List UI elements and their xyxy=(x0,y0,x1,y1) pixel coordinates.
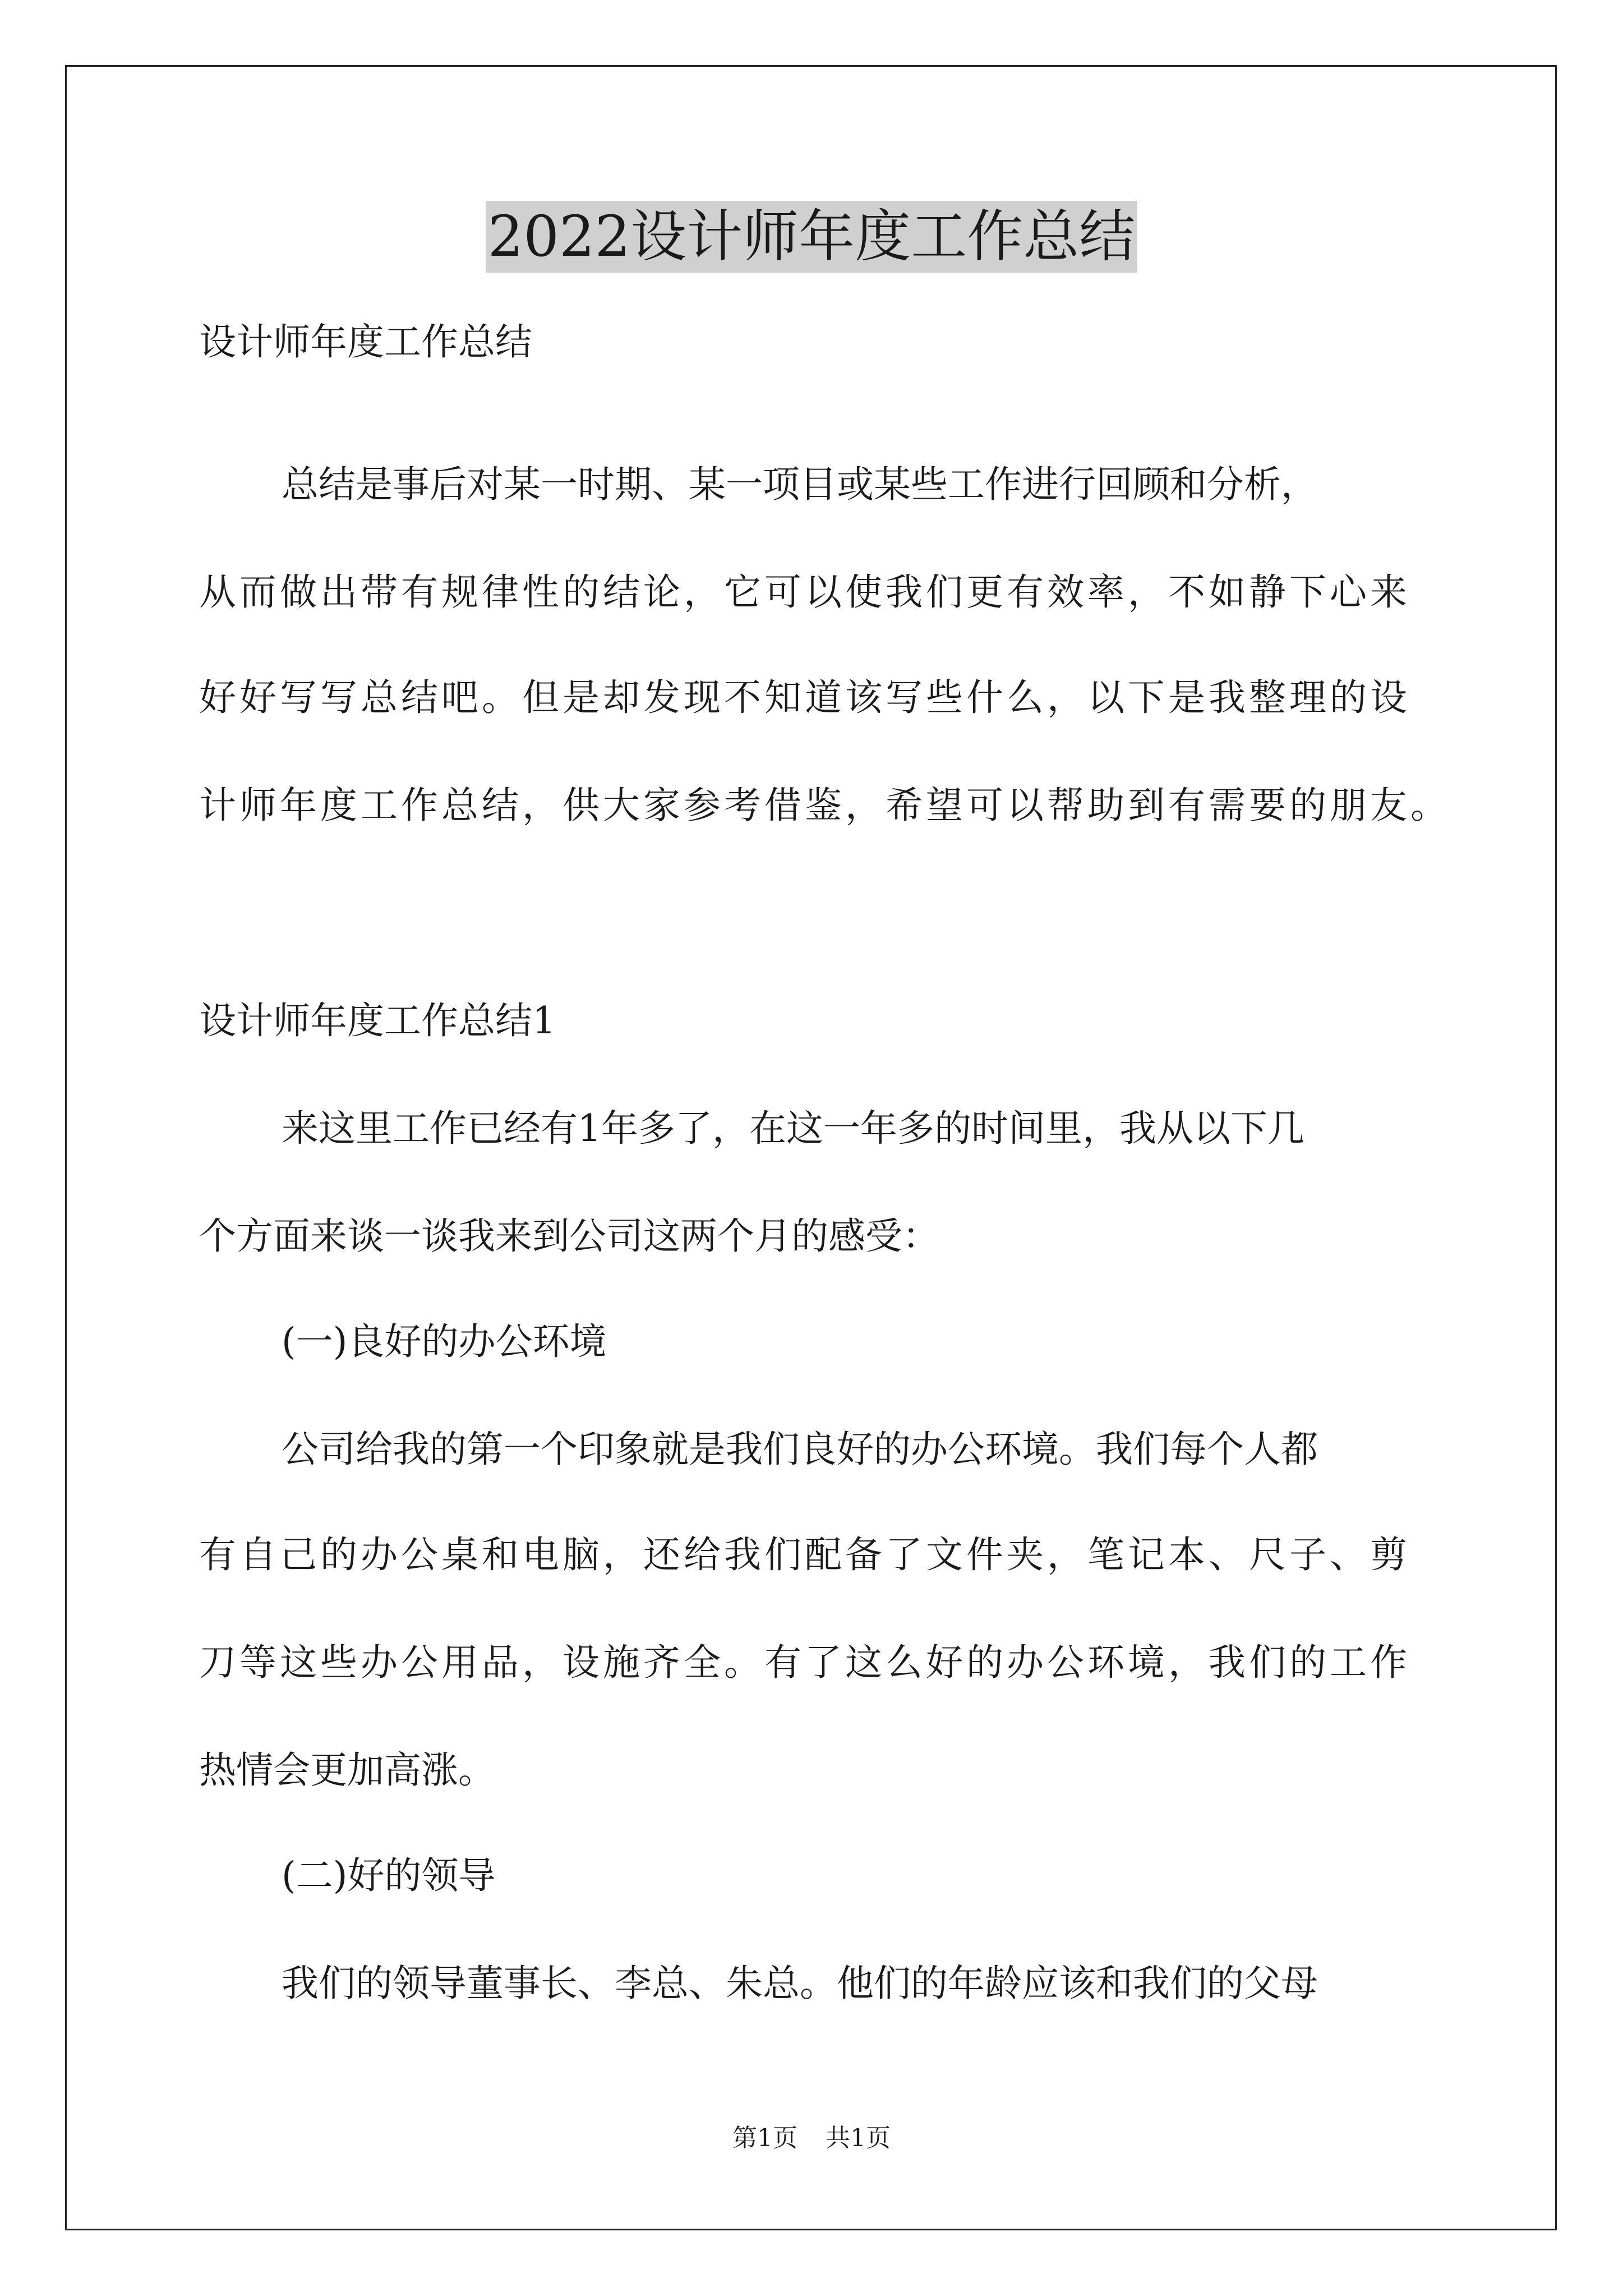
body-line-4: 有自己的办公桌和电脑，还给我们配备了文件夹，笔记本、尺子、剪 xyxy=(199,1533,1410,1576)
page-current: 第1页 xyxy=(732,2124,797,2152)
body-line-2: 个方面来谈一谈我来到公司这两个月的感受： xyxy=(199,1214,939,1258)
title-container xyxy=(0,201,1623,273)
intro-line-2: 从而做出带有规律性的结论，它可以使我们更有效率，不如静下心来 xyxy=(199,570,1410,614)
subheading-leaders: (二)好的领导 xyxy=(282,1854,496,1897)
page-total: 共1页 xyxy=(826,2124,891,2152)
document-title: 2022设计师年度工作总结 xyxy=(486,201,1138,273)
section-heading: 设计师年度工作总结1 xyxy=(199,999,556,1042)
body-line-7: 我们的领导董事长、李总、朱总。他们的年龄应该和我们的父母 xyxy=(282,1962,1318,2005)
body-line-1: 来这里工作已经有1年多了，在这一年多的时间里，我从以下几 xyxy=(282,1107,1304,1150)
page-footer xyxy=(0,2123,1623,2154)
subheading-office: (一)良好的办公环境 xyxy=(282,1320,607,1363)
body-line-6: 热情会更加高涨。 xyxy=(199,1749,495,1792)
body-line-3: 公司给我的第一个印象就是我们良好的办公环境。我们每个人都 xyxy=(282,1428,1318,1471)
body-line-5: 刀等这些办公用品，设施齐全。有了这么好的办公环境，我们的工作 xyxy=(199,1641,1410,1684)
intro-line-1: 总结是事后对某一时期、某一项目或某些工作进行回顾和分析， xyxy=(282,463,1318,506)
intro-line-3: 好好写写总结吧。但是却发现不知道该写些什么，以下是我整理的设 xyxy=(199,676,1410,719)
subtitle-line: 设计师年度工作总结 xyxy=(199,320,532,364)
intro-line-4: 计师年度工作总结，供大家参考借鉴，希望可以帮助到有需要的朋友。 xyxy=(199,784,1451,827)
